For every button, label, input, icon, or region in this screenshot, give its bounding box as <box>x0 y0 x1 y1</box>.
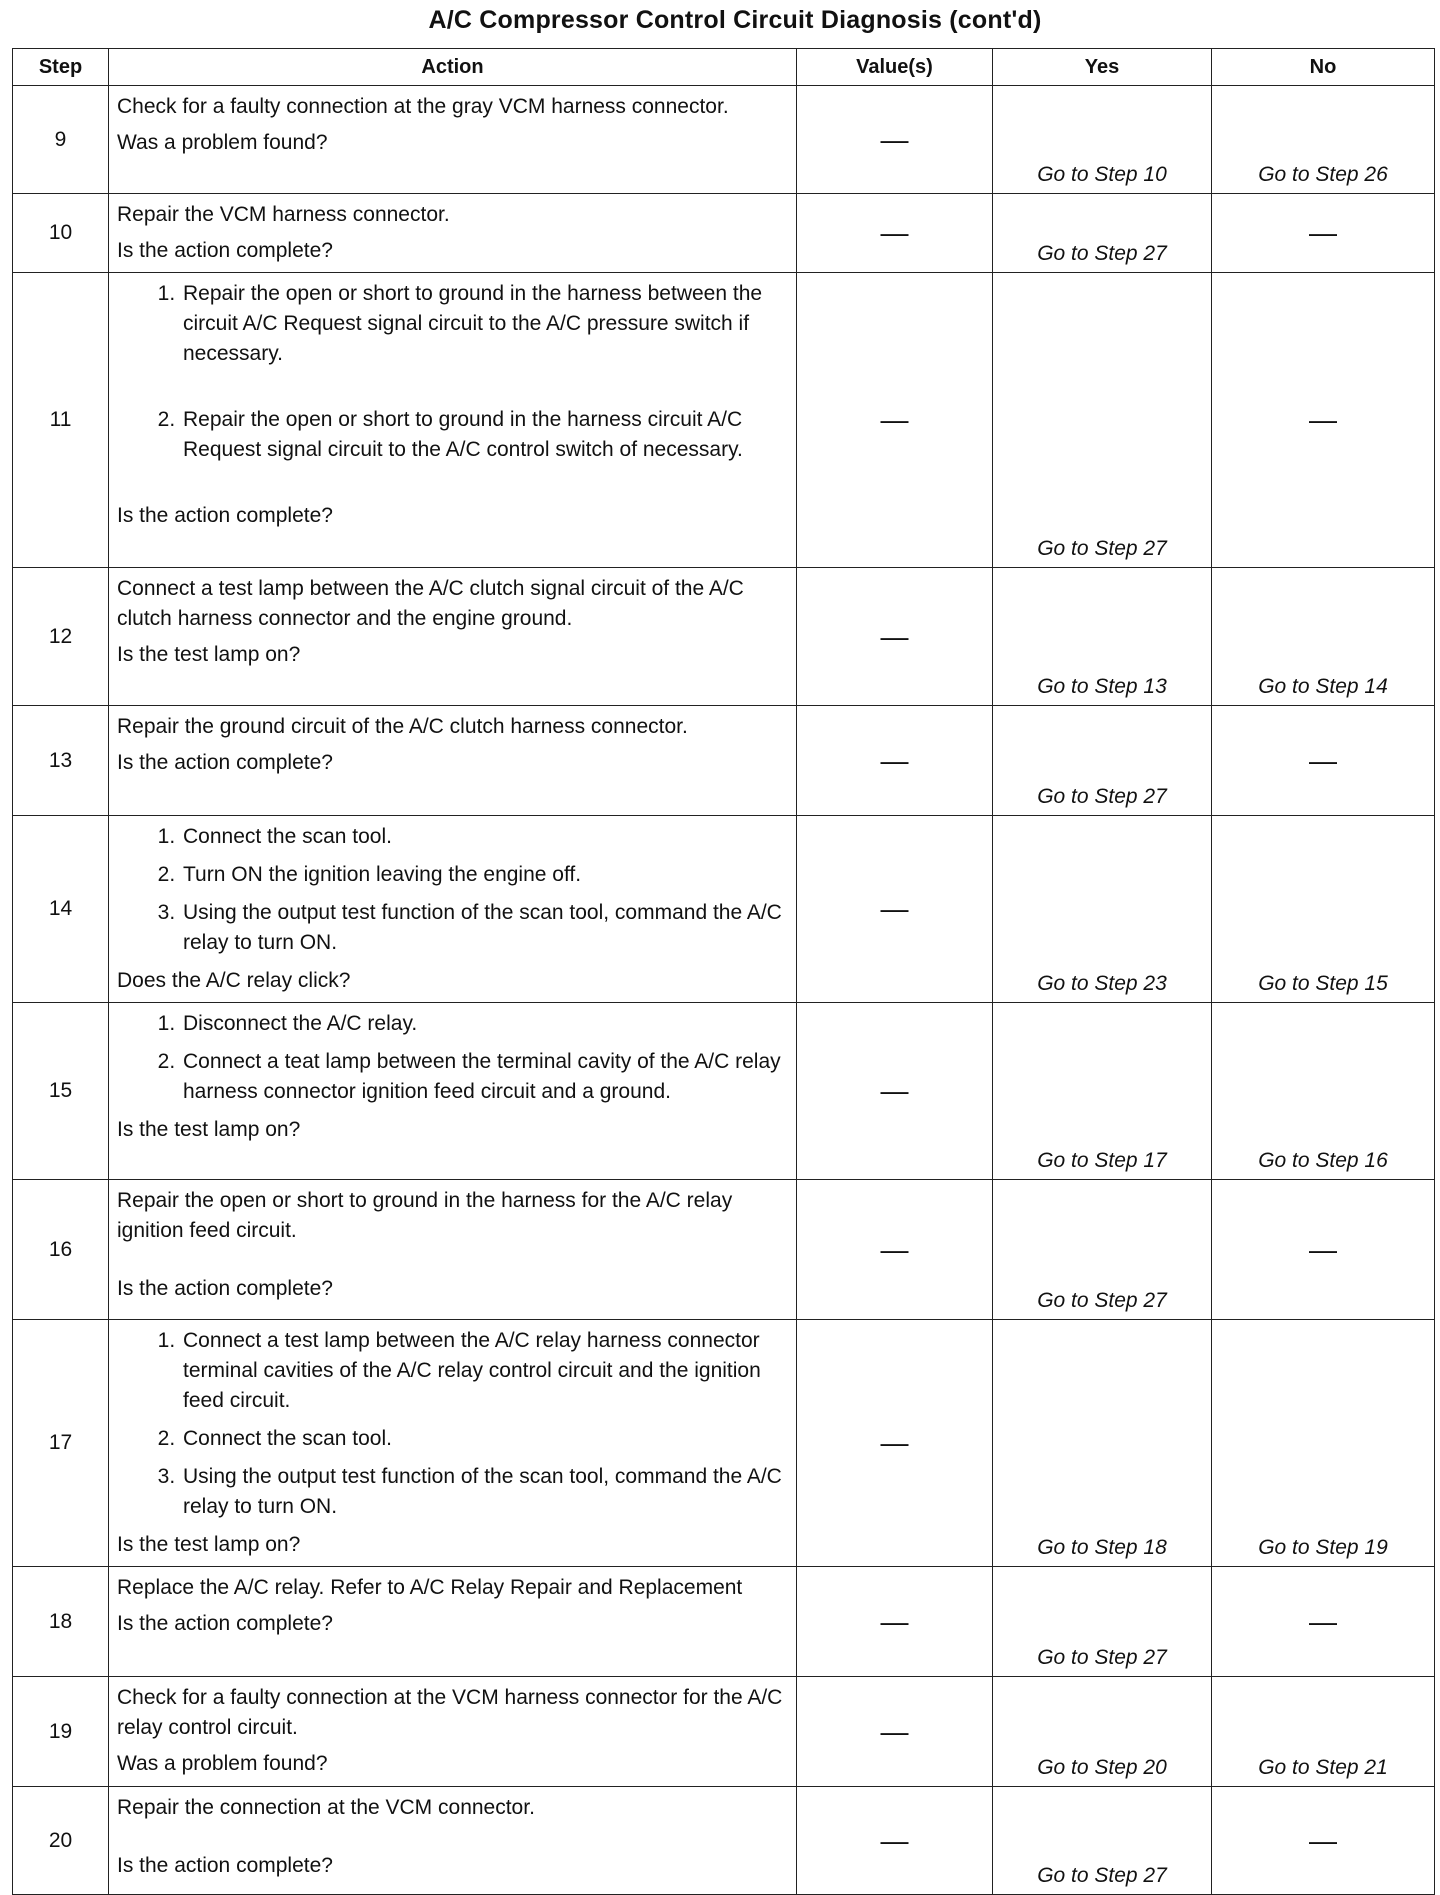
no-cell: — <box>1212 1567 1435 1677</box>
action-text: Repair the open or short to ground in the harness for the A/C relay ignition feed circuit. <box>117 1189 733 1242</box>
table-row <box>13 273 1435 568</box>
value-cell: — <box>797 1787 993 1895</box>
action-cell <box>109 273 797 568</box>
step-number: 20 <box>13 1787 109 1895</box>
action-question: Was a problem found? <box>117 131 328 154</box>
no-cell: Go to Step 14 <box>1212 568 1435 706</box>
action-cell <box>109 1787 797 1895</box>
action-steps <box>117 822 788 958</box>
table-row <box>13 568 1435 706</box>
value-cell: — <box>797 1567 993 1677</box>
yes-cell: Go to Step 10 <box>993 86 1212 194</box>
action-text: Connect a test lamp between the A/C clutch signal circuit of the A/C clutch harness connector and the engine ground. <box>117 577 744 630</box>
action-question: Is the action complete? <box>117 239 333 262</box>
step-number: 14 <box>13 816 109 1003</box>
action-step: 3. Using the output test function of the scan tool, command the A/C relay to turn ON. <box>181 898 788 958</box>
yes-cell: Go to Step 27 <box>993 1567 1212 1677</box>
step-number: 16 <box>13 1180 109 1320</box>
no-cell: — <box>1212 194 1435 273</box>
value-cell: — <box>797 816 993 1003</box>
step-number: 12 <box>13 568 109 706</box>
action-step: 1. Repair the open or short to ground in the harness between the circuit A/C Request signal circuit to the A/C pressure switch if necessary. <box>181 279 788 369</box>
value-cell: — <box>797 568 993 706</box>
action-text: Check for a faulty connection at the gray VCM harness connector. <box>117 95 729 118</box>
action-question: Is the test lamp on? <box>117 1118 301 1141</box>
table-row <box>13 1003 1435 1180</box>
yes-cell: Go to Step 20 <box>993 1677 1212 1787</box>
step-number: 17 <box>13 1320 109 1567</box>
table-row <box>13 1677 1435 1787</box>
step-number: 19 <box>13 1677 109 1787</box>
page-title: A/C Compressor Control Circuit Diagnosis (cont'd) <box>428 6 1042 34</box>
no-cell: — <box>1212 273 1435 568</box>
yes-cell: Go to Step 27 <box>993 1787 1212 1895</box>
step-number: 18 <box>13 1567 109 1677</box>
table-row <box>13 1320 1435 1567</box>
action-text: Repair the connection at the VCM connector. <box>117 1796 535 1819</box>
table-row <box>13 86 1435 194</box>
action-cell <box>109 86 797 194</box>
yes-cell: Go to Step 27 <box>993 194 1212 273</box>
action-steps <box>117 1326 788 1522</box>
action-step: 2. Repair the open or short to ground in the harness circuit A/C Request signal circuit to the A/C control switch of necessary. <box>181 405 788 465</box>
no-cell: — <box>1212 1180 1435 1320</box>
action-step: 2. Turn ON the ignition leaving the engine off. <box>181 860 788 890</box>
step-number: 9 <box>13 86 109 194</box>
value-cell: — <box>797 1320 993 1567</box>
action-question: Does the A/C relay click? <box>117 969 351 992</box>
action-step: 2. Connect a teat lamp between the terminal cavity of the A/C relay harness connector ignition feed circuit and a ground. <box>181 1047 788 1107</box>
yes-cell: Go to Step 17 <box>993 1003 1212 1180</box>
action-step: 2. Connect the scan tool. <box>181 1424 788 1454</box>
action-cell <box>109 568 797 706</box>
header-values: Value(s) <box>797 49 993 86</box>
no-cell: Go to Step 15 <box>1212 816 1435 1003</box>
action-step: 1. Disconnect the A/C relay. <box>181 1009 788 1039</box>
no-cell: — <box>1212 1787 1435 1895</box>
action-step: 3. Using the output test function of the scan tool, command the A/C relay to turn ON. <box>181 1462 788 1522</box>
table-row <box>13 706 1435 816</box>
action-cell <box>109 194 797 273</box>
action-steps <box>117 279 788 465</box>
table-row <box>13 1567 1435 1677</box>
table-row <box>13 1787 1435 1895</box>
value-cell: — <box>797 273 993 568</box>
table-row <box>13 1180 1435 1320</box>
action-question: Is the action complete? <box>117 751 333 774</box>
action-cell <box>109 1320 797 1567</box>
value-cell: — <box>797 1003 993 1180</box>
action-question: Is the test lamp on? <box>117 1533 301 1556</box>
action-cell <box>109 1567 797 1677</box>
table-row <box>13 816 1435 1003</box>
no-cell: Go to Step 21 <box>1212 1677 1435 1787</box>
step-number: 10 <box>13 194 109 273</box>
value-cell: — <box>797 1677 993 1787</box>
action-text: Repair the VCM harness connector. <box>117 203 450 226</box>
step-number: 15 <box>13 1003 109 1180</box>
action-question: Is the action complete? <box>117 1854 333 1877</box>
yes-cell: Go to Step 23 <box>993 816 1212 1003</box>
action-text: Check for a faulty connection at the VCM harness connector for the A/C relay control circuit. <box>117 1686 783 1739</box>
yes-cell: Go to Step 27 <box>993 1180 1212 1320</box>
value-cell: — <box>797 194 993 273</box>
header-action: Action <box>109 49 797 86</box>
table-header-row <box>13 49 1435 86</box>
value-cell: — <box>797 86 993 194</box>
action-question: Is the test lamp on? <box>117 643 301 666</box>
action-steps <box>117 1009 788 1107</box>
yes-cell: Go to Step 27 <box>993 706 1212 816</box>
header-step: Step <box>13 49 109 86</box>
action-cell <box>109 816 797 1003</box>
action-cell <box>109 1180 797 1320</box>
diagnosis-table <box>12 48 1435 1895</box>
action-step: 1. Connect the scan tool. <box>181 822 788 852</box>
action-question: Was a problem found? <box>117 1752 328 1775</box>
action-step: 1. Connect a test lamp between the A/C relay harness connector terminal cavities of the A/C relay control circuit and the ignition feed circuit. <box>181 1326 788 1416</box>
no-cell: Go to Step 19 <box>1212 1320 1435 1567</box>
yes-cell: Go to Step 27 <box>993 273 1212 568</box>
action-cell <box>109 1003 797 1180</box>
step-number: 13 <box>13 706 109 816</box>
yes-cell: Go to Step 18 <box>993 1320 1212 1567</box>
table-row <box>13 194 1435 273</box>
value-cell: — <box>797 1180 993 1320</box>
action-question: Is the action complete? <box>117 504 333 527</box>
action-text: Repair the ground circuit of the A/C clutch harness connector. <box>117 715 688 738</box>
header-yes: Yes <box>993 49 1212 86</box>
header-no: No <box>1212 49 1435 86</box>
action-cell <box>109 706 797 816</box>
no-cell: Go to Step 16 <box>1212 1003 1435 1180</box>
action-question: Is the action complete? <box>117 1612 333 1635</box>
value-cell: — <box>797 706 993 816</box>
no-cell: Go to Step 26 <box>1212 86 1435 194</box>
no-cell: — <box>1212 706 1435 816</box>
action-cell <box>109 1677 797 1787</box>
step-number: 11 <box>13 273 109 568</box>
action-question: Is the action complete? <box>117 1277 333 1300</box>
action-text: Replace the A/C relay. Refer to A/C Relay Repair and Replacement <box>117 1576 743 1599</box>
yes-cell: Go to Step 13 <box>993 568 1212 706</box>
